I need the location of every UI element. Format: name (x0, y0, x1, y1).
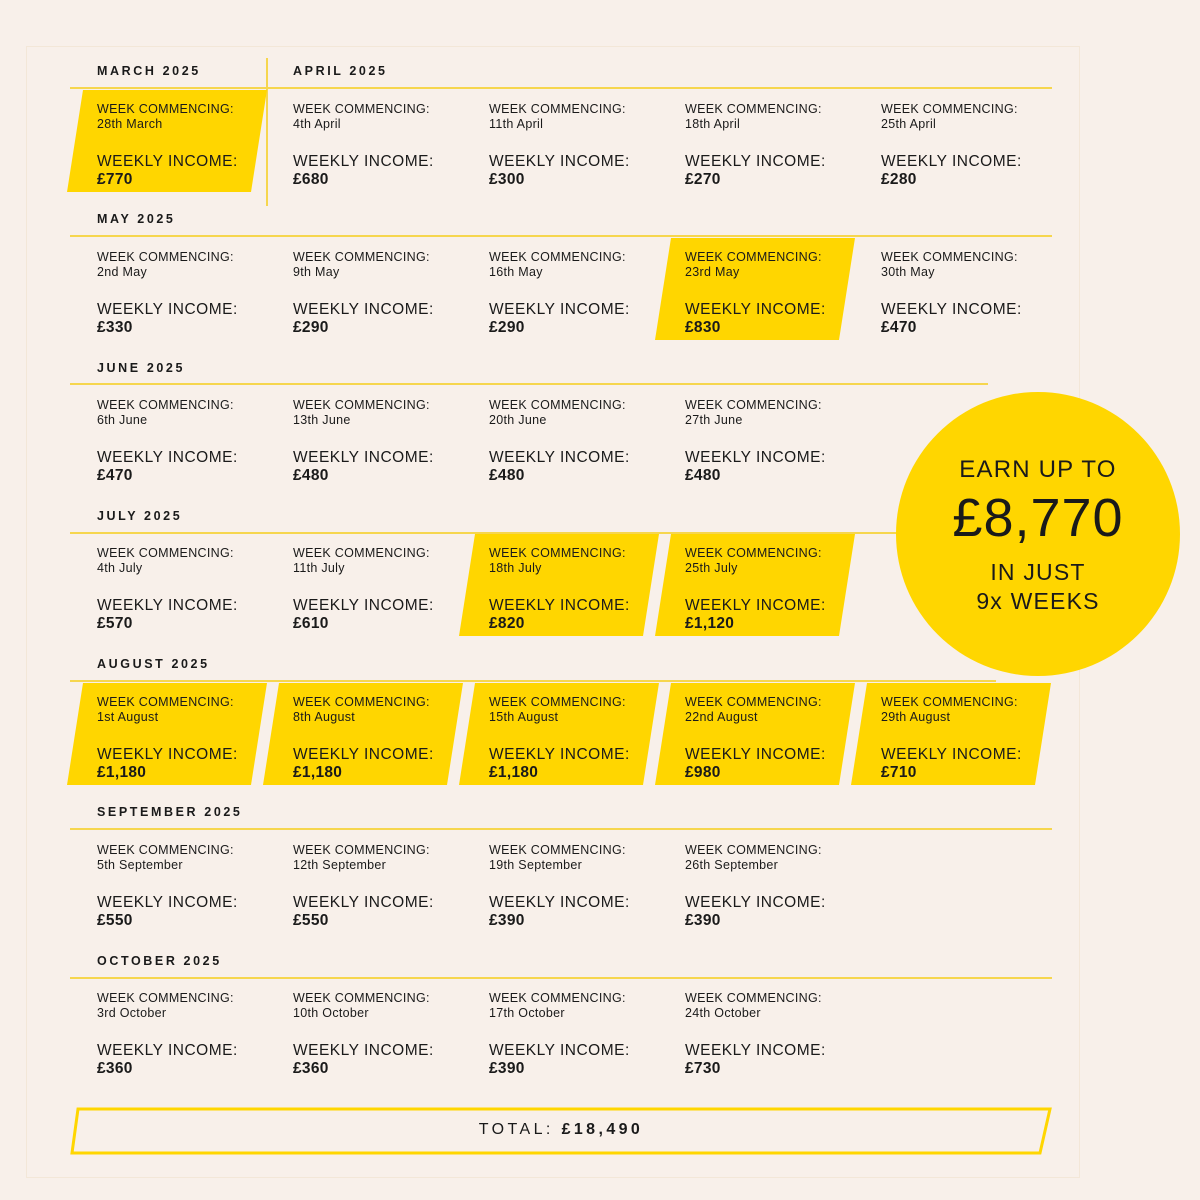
weekly-income-label: WEEKLY INCOME: (293, 746, 434, 763)
week-date: 5th September (97, 858, 183, 872)
weekly-income-amount: £980 (685, 764, 721, 781)
weekly-income-label: WEEKLY INCOME: (97, 746, 238, 763)
weekly-income-amount: £330 (97, 319, 133, 336)
weekly-income-amount: £730 (685, 1060, 721, 1077)
week-date: 17th October (489, 1006, 565, 1020)
week-commencing-label: WEEK COMMENCING: (293, 250, 430, 264)
week-commencing-label: WEEK COMMENCING: (97, 991, 234, 1005)
weekly-income-amount: £550 (293, 912, 329, 929)
week-card (685, 546, 881, 648)
weekly-income-label: WEEKLY INCOME: (685, 153, 826, 170)
week-card (489, 991, 685, 1093)
week-commencing-label: WEEK COMMENCING: (685, 546, 822, 560)
weekly-income-amount: £550 (97, 912, 133, 929)
divider-line (70, 235, 1052, 237)
week-commencing-label: WEEK COMMENCING: (293, 102, 430, 116)
divider-line (70, 532, 910, 534)
weekly-income-label: WEEKLY INCOME: (293, 894, 434, 911)
weekly-income-amount: £830 (685, 319, 721, 336)
week-date: 3rd October (97, 1006, 167, 1020)
week-date: 4th July (97, 561, 143, 575)
week-card (293, 398, 489, 500)
week-card (293, 695, 489, 797)
weekly-income-amount: £710 (881, 764, 917, 781)
total-bar (70, 1107, 1052, 1155)
week-date: 6th June (97, 413, 148, 427)
week-card (97, 250, 293, 352)
week-date: 26th September (685, 858, 779, 872)
weekly-income-amount: £1,180 (293, 764, 343, 781)
weekly-income-amount: £570 (97, 615, 133, 632)
earnings-badge (896, 392, 1180, 676)
weekly-income-label: WEEKLY INCOME: (97, 449, 238, 466)
total-value: £18,490 (561, 1121, 644, 1138)
weekly-income-label: WEEKLY INCOME: (685, 449, 826, 466)
weekly-income-amount: £390 (489, 912, 525, 929)
month-label-september: SEPTEMBER 2025 (97, 805, 243, 819)
divider-line (70, 680, 996, 682)
week-commencing-label: WEEK COMMENCING: (881, 250, 1018, 264)
week-card (97, 546, 293, 648)
weekly-income-label: WEEKLY INCOME: (489, 746, 630, 763)
week-commencing-label: WEEK COMMENCING: (685, 250, 822, 264)
weekly-income-label: WEEKLY INCOME: (97, 894, 238, 911)
week-date: 12th September (293, 858, 387, 872)
week-card (97, 695, 293, 797)
week-commencing-label: WEEK COMMENCING: (293, 991, 430, 1005)
badge-headline: EARN UP TO (959, 456, 1117, 483)
weekly-income-amount: £820 (489, 615, 525, 632)
week-commencing-label: WEEK COMMENCING: (97, 398, 234, 412)
week-commencing-label: WEEK COMMENCING: (685, 991, 822, 1005)
week-date: 23rd May (685, 265, 740, 279)
month-label-april: APRIL 2025 (293, 64, 388, 78)
divider-line (70, 977, 1052, 979)
weekly-income-label: WEEKLY INCOME: (881, 153, 1022, 170)
week-commencing-label: WEEK COMMENCING: (489, 546, 626, 560)
week-date: 13th June (293, 413, 351, 427)
total-text (70, 1107, 1052, 1155)
week-card (881, 695, 1077, 797)
week-date: 27th June (685, 413, 743, 427)
week-card (97, 102, 293, 204)
total-label: TOTAL: (478, 1121, 554, 1138)
week-date: 10th October (293, 1006, 369, 1020)
week-date: 11th April (489, 117, 544, 131)
week-commencing-label: WEEK COMMENCING: (489, 250, 626, 264)
badge-subline (896, 558, 1180, 616)
week-commencing-label: WEEK COMMENCING: (97, 250, 234, 264)
week-card (489, 546, 685, 648)
weekly-income-label: WEEKLY INCOME: (293, 449, 434, 466)
weekly-income-label: WEEKLY INCOME: (685, 746, 826, 763)
weekly-income-amount: £290 (489, 319, 525, 336)
week-date: 29th August (881, 710, 951, 724)
weekly-income-amount: £280 (881, 171, 917, 188)
divider-line (70, 87, 1052, 89)
weekly-income-amount: £360 (293, 1060, 329, 1077)
week-commencing-label: WEEK COMMENCING: (293, 398, 430, 412)
week-card (293, 991, 489, 1093)
week-card (489, 102, 685, 204)
week-commencing-label: WEEK COMMENCING: (293, 546, 430, 560)
week-card (97, 398, 293, 500)
weekly-income-label: WEEKLY INCOME: (293, 1042, 434, 1059)
weekly-income-label: WEEKLY INCOME: (489, 894, 630, 911)
week-date: 15th August (489, 710, 559, 724)
week-card (685, 991, 881, 1093)
week-commencing-label: WEEK COMMENCING: (97, 695, 234, 709)
week-commencing-label: WEEK COMMENCING: (489, 843, 626, 857)
weekly-income-label: WEEKLY INCOME: (97, 301, 238, 318)
week-card (489, 695, 685, 797)
week-commencing-label: WEEK COMMENCING: (685, 398, 822, 412)
weekly-income-label: WEEKLY INCOME: (685, 301, 826, 318)
weekly-income-label: WEEKLY INCOME: (489, 449, 630, 466)
weekly-income-amount: £1,120 (685, 615, 735, 632)
weekly-income-label: WEEKLY INCOME: (293, 597, 434, 614)
month-label-march: MARCH 2025 (97, 64, 201, 78)
week-card (685, 843, 881, 945)
weekly-income-amount: £390 (685, 912, 721, 929)
week-date: 25th July (685, 561, 738, 575)
week-date: 28th March (97, 117, 163, 131)
week-date: 16th May (489, 265, 543, 279)
weekly-income-label: WEEKLY INCOME: (685, 894, 826, 911)
weekly-income-amount: £270 (685, 171, 721, 188)
month-label-august: AUGUST 2025 (97, 657, 210, 671)
weekly-income-amount: £1,180 (489, 764, 539, 781)
week-card (97, 991, 293, 1093)
week-commencing-label: WEEK COMMENCING: (881, 102, 1018, 116)
divider-line (70, 383, 988, 385)
week-commencing-label: WEEK COMMENCING: (293, 843, 430, 857)
weekly-income-label: WEEKLY INCOME: (97, 153, 238, 170)
week-date: 24th October (685, 1006, 761, 1020)
weekly-income-label: WEEKLY INCOME: (293, 153, 434, 170)
weekly-income-label: WEEKLY INCOME: (489, 301, 630, 318)
week-commencing-label: WEEK COMMENCING: (97, 843, 234, 857)
weekly-income-label: WEEKLY INCOME: (881, 301, 1022, 318)
week-date: 18th April (685, 117, 741, 131)
week-date: 11th July (293, 561, 345, 575)
week-card (881, 102, 1077, 204)
weekly-income-amount: £770 (97, 171, 133, 188)
month-label-october: OCTOBER 2025 (97, 954, 222, 968)
weekly-income-amount: £470 (881, 319, 917, 336)
weekly-income-amount: £1,180 (97, 764, 147, 781)
weekly-income-label: WEEKLY INCOME: (489, 597, 630, 614)
weekly-income-amount: £470 (97, 467, 133, 484)
weekly-income-amount: £360 (97, 1060, 133, 1077)
week-date: 2nd May (97, 265, 148, 279)
divider-line (70, 828, 1052, 830)
week-card (293, 250, 489, 352)
weekly-income-label: WEEKLY INCOME: (489, 153, 630, 170)
weekly-income-label: WEEKLY INCOME: (685, 597, 826, 614)
week-card (685, 398, 881, 500)
weekly-income-label: WEEKLY INCOME: (881, 746, 1022, 763)
week-commencing-label: WEEK COMMENCING: (489, 695, 626, 709)
week-commencing-label: WEEK COMMENCING: (97, 546, 234, 560)
week-commencing-label: WEEK COMMENCING: (489, 991, 626, 1005)
weekly-income-amount: £480 (685, 467, 721, 484)
week-card (293, 102, 489, 204)
weekly-income-label: WEEKLY INCOME: (97, 1042, 238, 1059)
week-card (685, 102, 881, 204)
month-label-july: JULY 2025 (97, 509, 183, 523)
week-card (685, 250, 881, 352)
week-commencing-label: WEEK COMMENCING: (685, 695, 822, 709)
week-date: 4th April (293, 117, 341, 131)
week-card (489, 843, 685, 945)
weekly-income-amount: £480 (293, 467, 329, 484)
week-card (293, 546, 489, 648)
week-card (489, 250, 685, 352)
badge-amount: £8,770 (952, 488, 1124, 548)
weekly-income-amount: £300 (489, 171, 525, 188)
week-date: 19th September (489, 858, 583, 872)
weekly-income-amount: £480 (489, 467, 525, 484)
weekly-income-amount: £390 (489, 1060, 525, 1077)
week-date: 9th May (293, 265, 340, 279)
week-card (881, 250, 1077, 352)
weekly-income-label: WEEKLY INCOME: (489, 1042, 630, 1059)
week-card (293, 843, 489, 945)
week-commencing-label: WEEK COMMENCING: (489, 398, 626, 412)
weekly-income-label: WEEKLY INCOME: (293, 301, 434, 318)
week-date: 8th August (293, 710, 356, 724)
week-date: 1st August (97, 710, 159, 724)
month-label-june: JUNE 2025 (97, 361, 186, 375)
week-commencing-label: WEEK COMMENCING: (685, 843, 822, 857)
badge-subline-1: IN JUST (990, 559, 1086, 585)
weekly-income-amount: £610 (293, 615, 329, 632)
week-commencing-label: WEEK COMMENCING: (489, 102, 626, 116)
week-card (97, 843, 293, 945)
month-label-may: MAY 2025 (97, 212, 176, 226)
week-date: 25th April (881, 117, 937, 131)
weekly-income-amount: £680 (293, 171, 329, 188)
week-commencing-label: WEEK COMMENCING: (293, 695, 430, 709)
badge-subline-2: 9x WEEKS (976, 588, 1100, 614)
week-card (685, 695, 881, 797)
week-date: 20th June (489, 413, 547, 427)
week-commencing-label: WEEK COMMENCING: (97, 102, 234, 116)
week-date: 18th July (489, 561, 542, 575)
weekly-income-amount: £290 (293, 319, 329, 336)
weekly-income-label: WEEKLY INCOME: (685, 1042, 826, 1059)
week-card (489, 398, 685, 500)
week-commencing-label: WEEK COMMENCING: (881, 695, 1018, 709)
week-date: 30th May (881, 265, 935, 279)
week-date: 22nd August (685, 710, 758, 724)
week-commencing-label: WEEK COMMENCING: (685, 102, 822, 116)
weekly-income-label: WEEKLY INCOME: (97, 597, 238, 614)
